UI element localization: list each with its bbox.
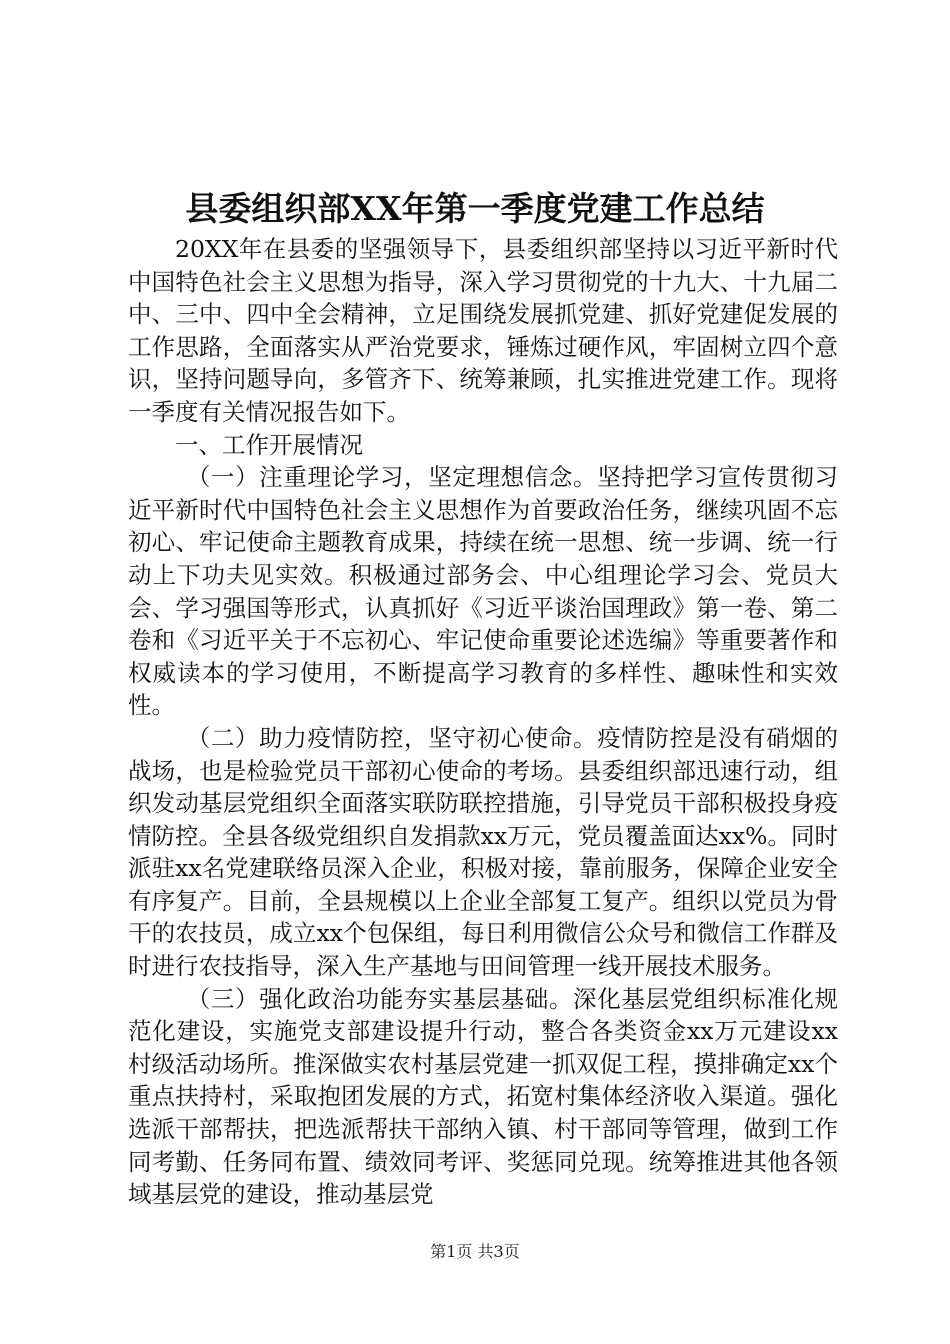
document-title: 县委组织部XX年第一季度党建工作总结 xyxy=(185,189,765,228)
intro-paragraph: 20XX年在县委的坚强领导下，县委组织部坚持以习近平新时代中国特色社会主义思想为指导，深入学习贯彻党的十九大、十九届二中、三中、四中全会精神，立足围绕发展抓党建、抓好党建促发展的工作思路，全面落实从严治党要求，锤炼过硬作风，牢固树立四个意识，坚持问题导向，多管齐下、统筹兼顾，扎实推进党建工作。现将一季度有关情况报告如下。 xyxy=(128,235,838,426)
page-number-footer: 第1页 共3页 xyxy=(430,1242,520,1261)
body-paragraph: （三）强化政治功能夯实基层基础。深化基层党组织标准化规范化建设，实施党支部建设提升行动，整合各类资金xx万元建设xx村级活动场所。推深做实农村基层党建一抓双促工程，摸排确定xx个重点扶持村，采取抱团发展的方式，拓宽村集体经济收入渠道。强化选派干部帮扶，把选派帮扶干部纳入镇、村干部同等管理，做到工作同考勤、任务同布置、绩效同考评、奖惩同兑现。统筹推进其他各领域基层党的建设，推动基层党 xyxy=(128,984,838,1209)
body-paragraph: （二）助力疫情防控，坚守初心使命。疫情防控是没有硝烟的战场，也是检验党员干部初心使命的考场。县委组织部迅速行动，组织发动基层党组织全面落实联防联控措施，引导党员干部积极投身疫情防控。全县各级党组织自发捐款xx万元，党员覆盖面达xx%。同时派驻xx名党建联络员深入企业，积极对接，靠前服务，保障企业安全有序复产。目前，全县规模以上企业全部复工复产。组织以党员为骨干的农技员，成立xx个包保组，每日利用微信公众号和微信工作群及时进行农技指导，深入生产基地与田间管理一线开展技术服务。 xyxy=(128,723,838,981)
document-body xyxy=(128,233,838,1211)
body-paragraph: （一）注重理论学习，坚定理想信念。坚持把学习宣传贯彻习近平新时代中国特色社会主义思想作为首要政治任务，继续巩固不忘初心、牢记使命主题教育成果，持续在统一思想、统一步调、统一行动上下功夫见实效。积极通过部务会、中心组理论学习会、党员大会、学习强国等形式，认真抓好《习近平谈治国理政》第一卷、第二卷和《习近平关于不忘初心、牢记使命重要论述选编》等重要著作和权威读本的学习使用，不断提高学习教育的多样性、趣味性和实效性。 xyxy=(128,463,838,720)
section-heading: 一、工作开展情况 xyxy=(175,430,363,459)
